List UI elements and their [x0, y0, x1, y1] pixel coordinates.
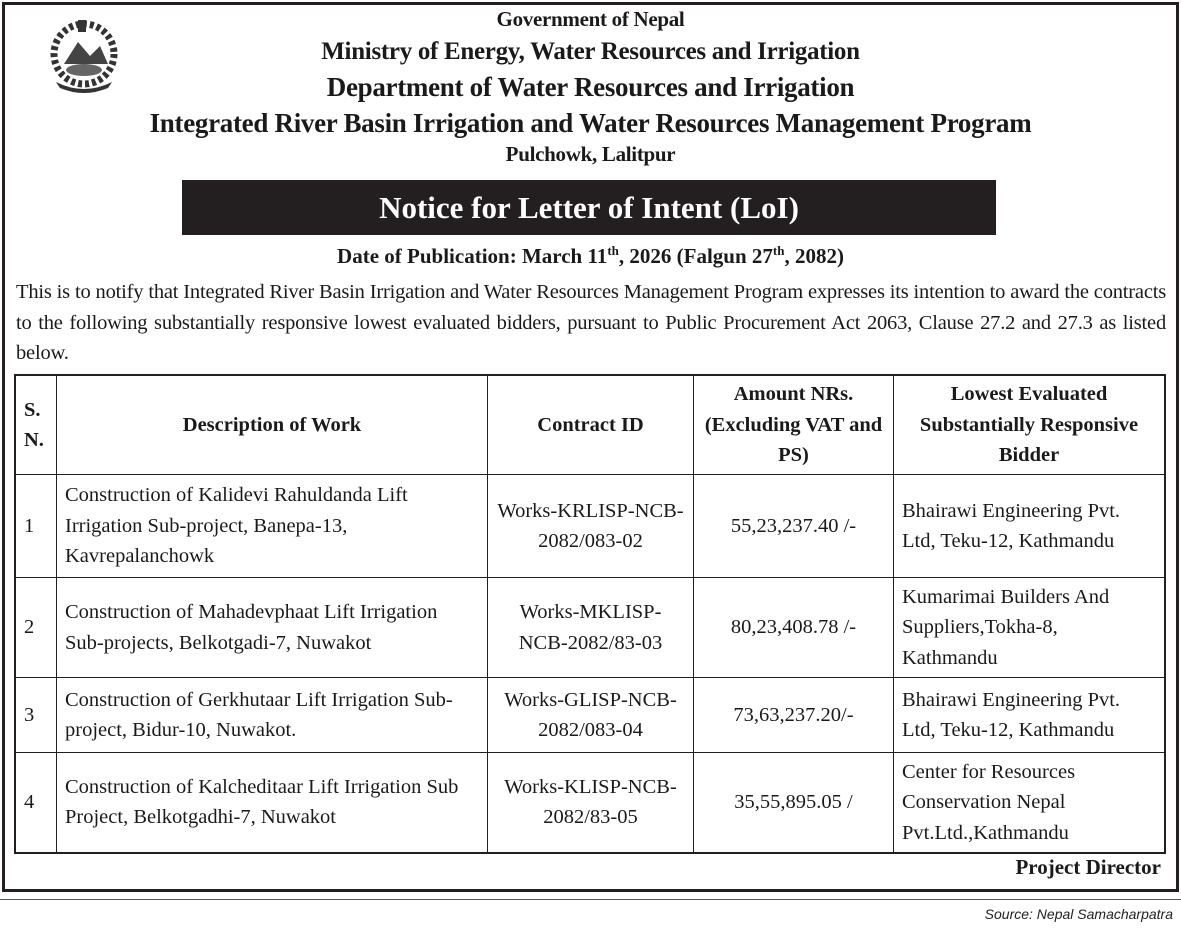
location-line: Pulchowk, Lalitpur [505, 142, 676, 166]
cell-sn: 3 [15, 678, 57, 753]
ministry-line: Ministry of Energy, Water Resources and Irrigation [321, 38, 860, 65]
cell-description: Construction of Gerkhutaar Lift Irrigation Sub-project, Bidur-10, Nuwakot. [57, 678, 488, 753]
government-line: Government of Nepal [496, 7, 685, 31]
cell-bidder: Bhairawi Engineering Pvt. Ltd, Teku-12, Kathmandu [894, 475, 1166, 578]
table-row [15, 578, 1165, 678]
cell-contract-id: Works-KRLISP-NCB-2082/083-02 [488, 475, 694, 578]
cell-contract-id: Works-MKLISP-NCB-2082/83-03 [488, 578, 694, 678]
table-row [15, 678, 1165, 753]
cell-sn: 2 [15, 578, 57, 678]
cell-bidder: Center for Resources Conservation Nepal Pvt.Ltd.,Kathmandu [894, 753, 1166, 853]
cell-contract-id: Works-GLISP-NCB-2082/083-04 [488, 678, 694, 753]
table-header-row [15, 375, 1165, 475]
cell-amount: 73,63,237.20/- [694, 678, 894, 753]
cell-sn: 1 [15, 475, 57, 578]
cell-bidder: Bhairawi Engineering Pvt. Ltd, Teku-12, Kathmandu [894, 678, 1166, 753]
header-amount: Amount NRs. (Excluding VAT and PS) [694, 375, 894, 475]
department-line: Department of Water Resources and Irrigation [326, 72, 855, 102]
loi-table [14, 374, 1166, 854]
cell-description: Construction of Kalcheditaar Lift Irrigation Sub Project, Belkotgadhi-7, Nuwakot [57, 753, 488, 853]
publication-date: Date of Publication: March 11th, 2026 (Falgun 27th, 2082) [337, 243, 844, 268]
cell-contract-id: Works-KLISP-NCB-2082/83-05 [488, 753, 694, 853]
signature-project-director: Project Director [1015, 855, 1161, 879]
cell-sn: 4 [15, 753, 57, 853]
program-line: Integrated River Basin Irrigation and Water Resources Management Program [149, 108, 1032, 138]
notice-title: Notice for Letter of Intent (LoI) [182, 180, 996, 235]
table-row [15, 753, 1165, 853]
cell-amount: 35,55,895.05 / [694, 753, 894, 853]
cell-description: Construction of Mahadevphaat Lift Irrigation Sub-projects, Belkotgadi-7, Nuwakot [57, 578, 488, 678]
header-contract-id: Contract ID [488, 375, 694, 475]
cell-amount: 55,23,237.40 /- [694, 475, 894, 578]
notice-paragraph: This is to notify that Integrated River Basin Irrigation and Water Resources Management Program expresses its intention to award the contracts to the following substantially responsive lowest evaluated bidders, pursuant to Public Procurement Act 2063, Clause 27.2 and 27.3 as listed below. [16, 281, 1166, 364]
header-description: Description of Work [57, 375, 488, 475]
header-bidder: Lowest Evaluated Substantially Responsive Bidder [894, 375, 1166, 475]
divider [0, 899, 1181, 900]
source-credit: Source: Nepal Samacharpatra [984, 906, 1173, 922]
cell-bidder: Kumarimai Builders And Suppliers,Tokha-8, Kathmandu [894, 578, 1166, 678]
cell-amount: 80,23,408.78 /- [694, 578, 894, 678]
header-sn: S. N. [15, 375, 57, 475]
cell-description: Construction of Kalidevi Rahuldanda Lift Irrigation Sub-project, Banepa-13, Kavrepalanchowk [57, 475, 488, 578]
table-row [15, 475, 1165, 578]
